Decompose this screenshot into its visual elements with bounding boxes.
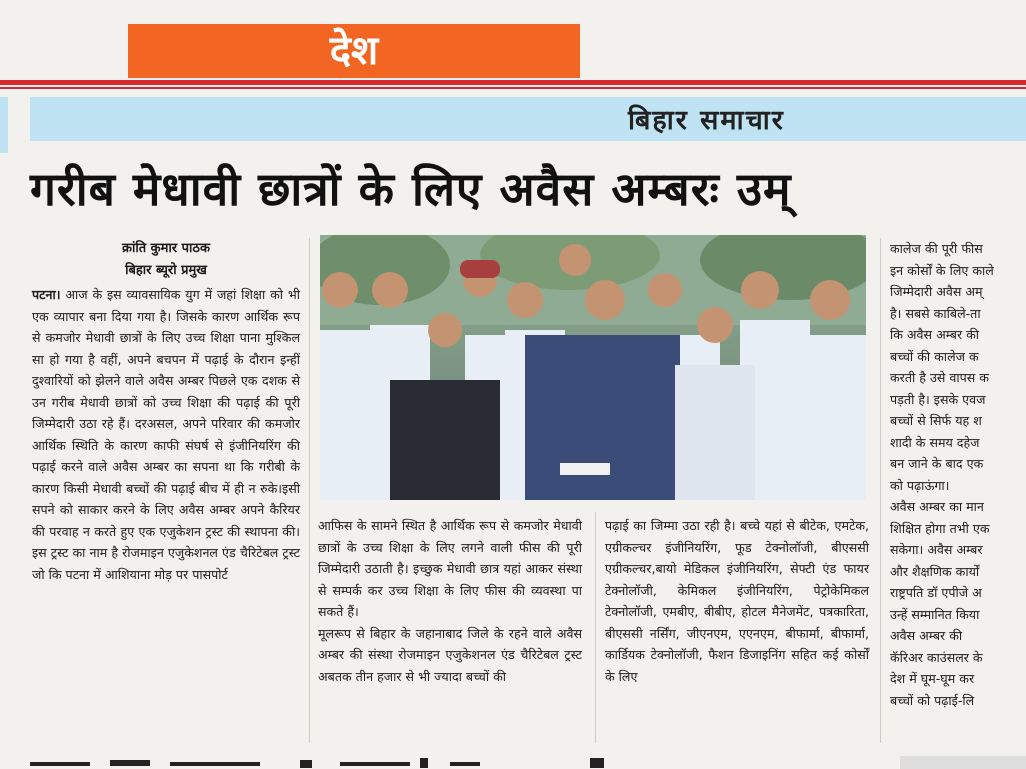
text-line: को पढ़ाऊंगा। xyxy=(890,477,950,493)
text-line: पड़ती है। इसके एवज xyxy=(890,391,986,407)
text-line: सकेगा। अवैस अम्बर xyxy=(890,542,983,557)
text-line: शादी के समय दहेज xyxy=(890,434,980,450)
text-line: देश में घूम-घूम कर xyxy=(890,671,975,686)
cropped-text-fragment xyxy=(0,752,1026,769)
section-rule xyxy=(0,80,1026,85)
text-line: उन्हें सम्मानित किया xyxy=(890,606,980,622)
group-photo-illustration xyxy=(320,235,866,500)
text-line: शिक्षित होगा तभी एक xyxy=(890,520,990,536)
text-line: बच्चों की कालेज क xyxy=(890,348,979,364)
text-line: अवैस अम्बर की xyxy=(890,628,963,643)
article-column-1 xyxy=(32,284,300,585)
text-line: कालेज की पूरी फीस xyxy=(890,241,983,256)
section-rule-thin xyxy=(0,87,1026,89)
text-line: कि अवैस अम्बर की xyxy=(890,327,980,342)
byline xyxy=(40,238,292,282)
text-line: बन जाने के बाद एक xyxy=(890,456,984,471)
paragraph: पढ़ाई का जिम्मा उठा रही है। बच्चे यहां से बीटेक, एमटेक, एग्रीकल्चर इंजीनियरिंग, फूड टेक्नोलॉजी, बीएससी एग्रीकल्चर,बायो मेडिकल इंजीनियरिंग, सेफ्टी एंड फायर टेक्नोलॉजी, केमिकल इंजीनियरिंग, पेट्रोकेमिकल टेक्नोलॉजी, एमबीए, बीबीए, होटल मैनेजमेंट, पत्रकारिता, बीएससी नर्सिंग, जीएनएम, एएनएम, बीफार्मा, बीफार्मा, कार्डियक टेक्नोलॉजी, फैशन डिजाइनिंग सहित कई कोर्सों के लिए xyxy=(605,518,869,684)
text-line: कॅरिअर काउंसलर के xyxy=(890,649,983,665)
column-divider xyxy=(595,512,596,743)
paragraph: आफिस के सामने स्थित है आर्थिक रूप से कमजोर मेधावी छात्रों के उच्च शिक्षा के लिए लगने वाली फीस की पूरी जिम्मेदारी उठाती है। इच्छुक मेधावी छात्र यहां आकर संस्था से सम्पर्क कर उच्च शिक्षा के लिए फीस की व्यवस्था पा सकते हैं। xyxy=(318,518,582,619)
section-tag: देश xyxy=(128,24,580,78)
text-line: अवैस अम्बर का मान xyxy=(890,499,984,514)
text-line: है। सबसे काबिले-ता xyxy=(890,305,981,321)
article-column-2 xyxy=(318,515,582,687)
column-divider xyxy=(309,238,310,743)
region-band xyxy=(30,97,1026,141)
news-photo xyxy=(320,235,866,500)
byline-role: बिहार ब्यूरो प्रमुख xyxy=(125,263,207,278)
article-headline: गरीब मेधावी छात्रों के लिए अवैस अम्बरः उम् xyxy=(30,162,792,216)
byline-author: क्रांति कुमार पाठक xyxy=(122,241,210,256)
region-label: बिहार समाचार xyxy=(628,105,785,136)
article-column-4 xyxy=(890,238,1026,711)
column-divider xyxy=(880,238,881,743)
text-line: राष्ट्रपति डॉ एपीजे अ xyxy=(890,585,982,600)
text-line: बच्चों से सिर्फ यह श xyxy=(890,413,982,428)
text-line: और शैक्षणिक कार्यों xyxy=(890,563,980,579)
article-column-4-clip xyxy=(890,238,1026,748)
article-column-3 xyxy=(605,515,869,687)
next-article-fragment xyxy=(0,752,1026,769)
text-line: इन कोर्सों के लिए काले xyxy=(890,262,994,278)
left-band-fragment xyxy=(0,97,8,153)
dateline: पटना। xyxy=(32,287,61,302)
text-line: बच्चों को पढ़ाई-लि xyxy=(890,692,975,708)
text-line: जिम्मेदारी अवैस अम् xyxy=(890,284,983,299)
paragraph: आज के इस व्यावसायिक युग में जहां शिक्षा को भी एक व्यापार बना दिया गया है। जिसके कारण आर्थिक रूप से कमजोर मेधावी छात्रों के लिए उच्च शिक्षा पाना मुश्किल सा हो गया है वहीं, अपने बचपन में पढ़ाई के दौरान इन्हीं दुश्वारियों को झेलने वाले अवैस अम्बर पिछले एक दशक से उन गरीब मेधावी छात्रों को उच्च शिक्षा की पढ़ाई की पूरी जिम्मेदारी उठा रहे हैं। दरअसल, अपने परिवार की कमजोर आर्थिक स्थिति के कारण काफी संघर्ष से इंजीनियरिंग की पढ़ाई करने वाले अवैस अम्बर का सपना था कि गरीबी के कारण किसी मेधावी बच्चों की पढ़ाई बीच में ही न रुके।इसी सपने को साकार करने के लिए अवैस अम्बर अपने कैरियर की परवाह न करते हुए एक एजुकेशन ट्रस्ट की स्थापना की। इस ट्रस्ट का नाम है रोजमाइन एजुकेशनल एंड चैरिटेबल ट्रस्ट जो कि पटना में आशियाना मोड़ पर पासपोर्ट xyxy=(32,287,300,582)
paragraph: मूलरूप से बिहार के जहानाबाद जिले के रहने वाले अवैस अम्बर की संस्था रोजमाइन एजुकेशनल एंड चैरिटेबल ट्रस्ट अबतक तीन हजार से भी ज्यादा बच्चों की xyxy=(318,625,582,684)
text-line: करती है उसे वापस क xyxy=(890,370,989,385)
